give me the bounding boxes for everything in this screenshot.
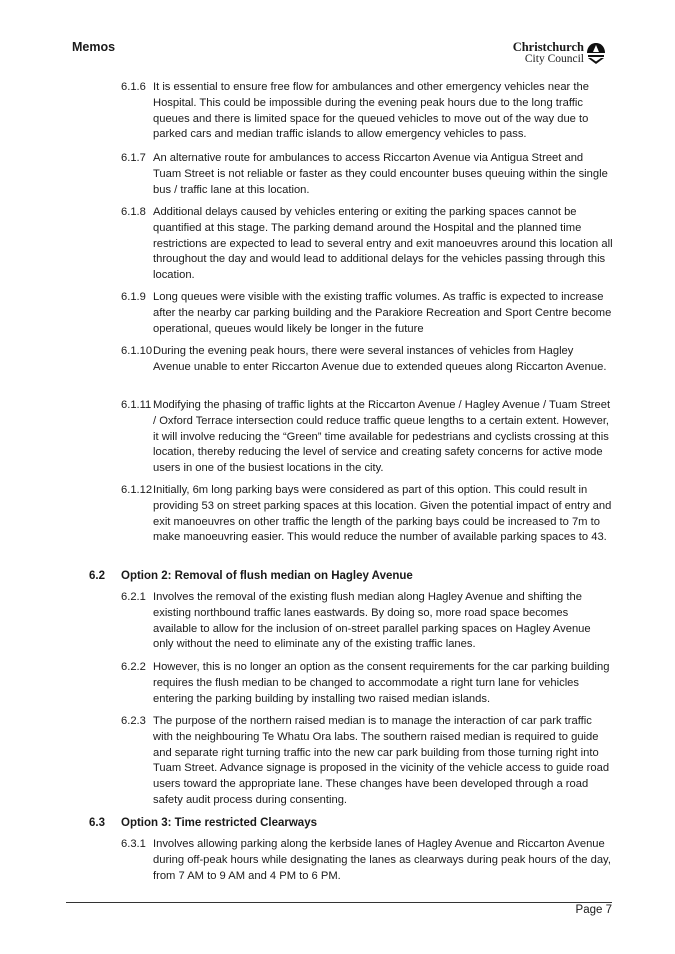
paragraph-text: Involves allowing parking along the kerbside lanes of Hagley Avenue and Riccarton Avenue during off-peak hours while designating the lanes as clearways during peak hours of the day, from 7 AM to 9 AM and 4 PM to 6 PM. — [153, 838, 611, 882]
paragraph-6-1-7 — [121, 151, 613, 198]
paragraph-text: The purpose of the northern raised median is to manage the interaction of car park traffic with the neighbouring Te Whatu Ora labs. The southern raised median is required to guide and separate right turning traffic into the new car park building from those turning right into Tuam Street. Advance signage is proposed in the vicinity of the vehicle access to guide road users toward the appropriate lane. These changes have been developed through a road safety audit process during consenting. — [153, 715, 610, 806]
paragraph-6-2-2 — [121, 660, 613, 707]
paragraph-text: During the evening peak hours, there were several instances of vehicles from Hagley Avenue unable to enter Riccarton Avenue due to extended queues along Riccarton Avenue. — [153, 345, 607, 373]
paragraph-text: Modifying the phasing of traffic lights at the Riccarton Avenue / Hagley Avenue / Tuam Street / Oxford Terrace intersection could reduce traffic queue lengths to a certain extent. However, it will involve reducing the “Green” time available for pedestrians and cyclists crossing at this location, thereby reducing the level of service and creating safety concerns for active mode users in one of the busiest locations in the city. — [153, 399, 611, 475]
section-title: Option 3: Time restricted Clearways — [121, 817, 317, 829]
page-number: Page 7 — [575, 904, 612, 916]
section-title: Option 2: Removal of flush median on Hagley Avenue — [121, 570, 413, 582]
paragraph-text: Additional delays caused by vehicles entering or exiting the parking spaces cannot be quantified at this stage. The parking demand around the Hospital and the planned time restrictions are expected to lead to several entry and exit manoeuvres around this location all throughout the day and would lead to additional delays for the vehicles passing through this location. — [153, 206, 613, 282]
paragraph-6-1-9 — [121, 290, 613, 337]
logo-text-line1: Christchurch — [512, 40, 584, 54]
paragraph-number: 6.1.8 — [121, 206, 146, 218]
section-number: 6.2 — [89, 570, 105, 582]
memo-header-title: Memos — [72, 40, 116, 54]
paragraph-6-2-1 — [121, 590, 613, 653]
paragraph-text: Long queues were visible with the existing traffic volumes. As traffic is expected to increase after the nearby car parking building and the Parakiore Recreation and Sport Centre become operational, queues would likely be longer in the future — [153, 291, 612, 335]
paragraph-text: Initially, 6m long parking bays were considered as part of this option. This could result in providing 53 on street parking spaces at this location. Given the potential impact of entry and exit manoeuvres on other traffic the length of the parking bays could be increased to 7m to make manoeuvring easier. This would reduce the number of available parking spaces to 43. — [153, 484, 612, 544]
section-number: 6.3 — [89, 817, 105, 829]
paragraph-number: 6.1.10 — [121, 345, 153, 357]
paragraph-number: 6.1.11 — [121, 399, 152, 411]
paragraph-6-1-11 — [121, 398, 613, 477]
paragraph-number: 6.3.1 — [121, 838, 146, 850]
paragraph-number: 6.1.7 — [121, 152, 146, 164]
paragraph-number: 6.2.3 — [121, 715, 146, 727]
paragraph-6-2-3 — [121, 714, 613, 809]
paragraph-text: Involves the removal of the existing flush median along Hagley Avenue and shifting the existing northbound traffic lanes eastwards. By doing so, more road space becomes available to allow for the inclusion of on-street parallel parking spaces on Hagley Avenue only without the need to eliminate any of the existing traffic lanes. — [153, 591, 591, 651]
paragraph-text: An alternative route for ambulances to access Riccarton Avenue via Antigua Street and Tuam Street is not reliable or faster as they could encounter buses queuing within the single bus / traffic lane at this location. — [153, 152, 608, 196]
paragraph-number: 6.2.2 — [121, 661, 146, 673]
paragraph-text: However, this is no longer an option as the consent requirements for the car parking building requires the flush median to be changed to accommodate a right turn lane for vehicles entering the parking building by installing two raised median islands. — [153, 661, 610, 705]
paragraph-6-1-10 — [121, 344, 613, 376]
paragraph-number: 6.2.1 — [121, 591, 146, 603]
footer-divider — [66, 902, 612, 903]
paragraph-6-1-6 — [121, 80, 613, 143]
paragraph-number: 6.1.9 — [121, 291, 146, 303]
paragraph-text: It is essential to ensure free flow for ambulances and other emergency vehicles near the Hospital. This could be impossible during the evening peak hours due to the long traffic queues and there is limited space for the queued vehicles to move out of the way due to parked cars and median traffic islands to allow emergency vehicles to pass. — [153, 81, 589, 141]
paragraph-6-1-8 — [121, 205, 613, 284]
logo-text-line2: City Council — [524, 53, 584, 65]
council-logo — [498, 41, 606, 67]
paragraph-number: 6.1.12 — [121, 484, 153, 496]
paragraph-number: 6.1.6 — [121, 81, 146, 93]
council-logo-icon — [586, 42, 606, 65]
paragraph-6-3-1 — [121, 837, 613, 884]
paragraph-6-1-12 — [121, 483, 613, 546]
